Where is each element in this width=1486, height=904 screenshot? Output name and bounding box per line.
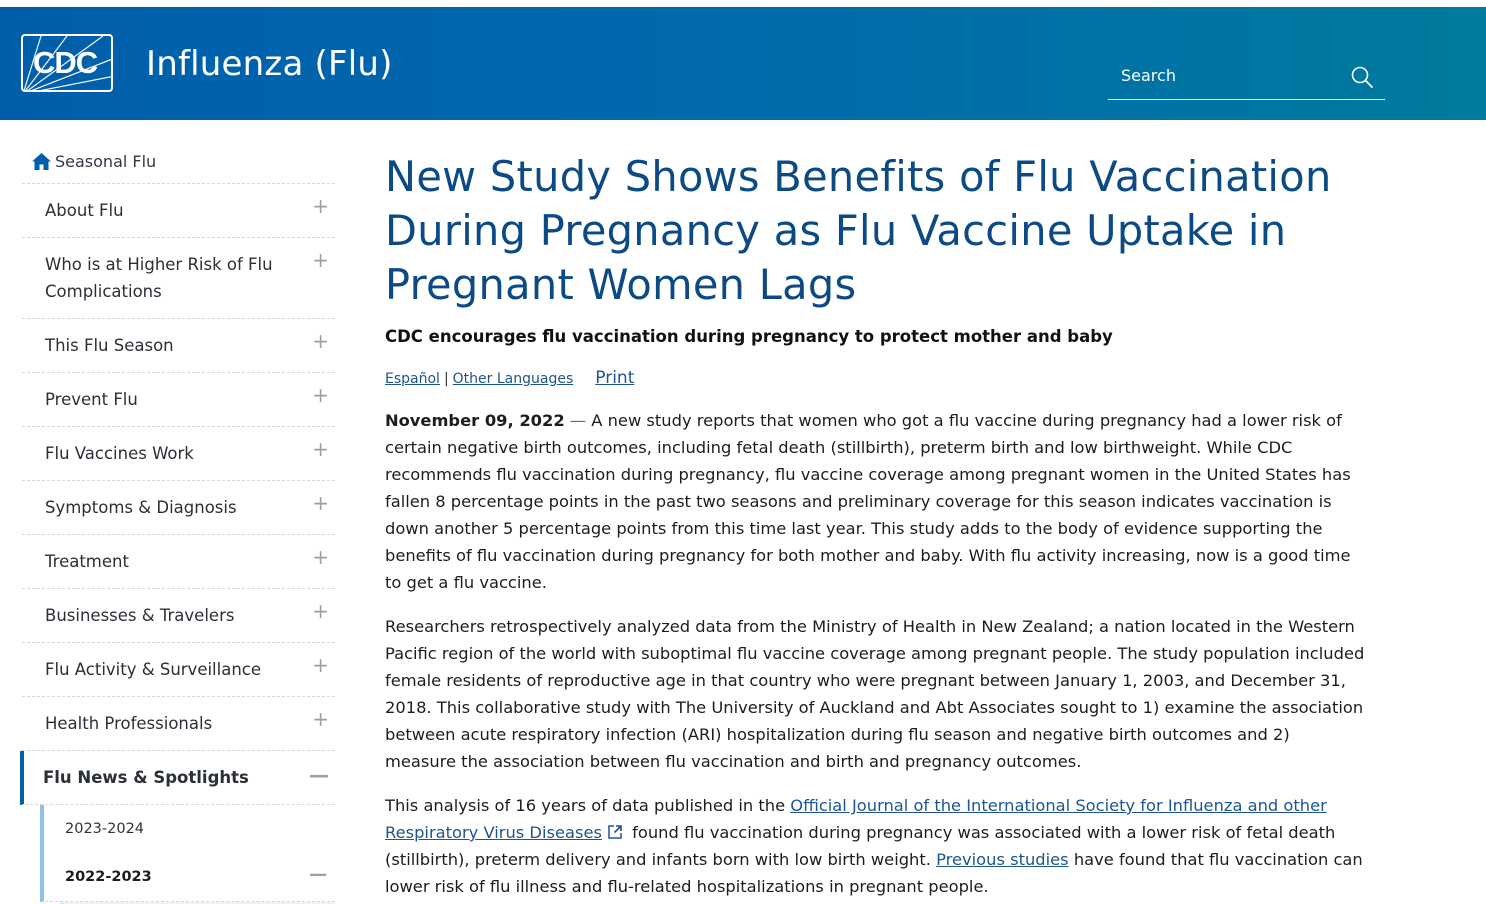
sidebar-item-label: Symptoms & Diagnosis — [45, 498, 237, 517]
plus-icon[interactable]: + — [312, 248, 329, 272]
paragraph-2: Researchers retrospectively analyzed data from the Ministry of Health in New Zealand; a nation located in the Western Pacific region of the world with suboptimal flu vaccine coverage among pregnant people. The study population included female residents of reproductive age in that country who were pregnant between January 1, 2003, and December 31, 2018. This collaborative study with The University of Auckland and Abt Associates sought to 1) examine the association between acute respiratory infection (ARI) hospitalization during flu season and negative birth outcomes and 2) measure the association between flu vaccination and birth and pregnancy outcomes. — [385, 617, 1365, 771]
search-icon[interactable] — [1350, 65, 1374, 89]
paragraph-3-text: have found that flu vaccination can lower risk of flu illness and flu-related hospitalizations in pregnant people. — [385, 850, 1363, 896]
sidebar-item-label: Flu Vaccines Work — [45, 444, 194, 463]
article — [385, 150, 1365, 900]
plus-icon[interactable]: + — [312, 491, 329, 515]
site-header — [0, 7, 1486, 120]
sidebar-item-flu-news[interactable] — [20, 751, 335, 805]
previous-studies-link[interactable]: Previous studies — [936, 850, 1069, 869]
sidebar-subitem-2022-2023[interactable] — [44, 853, 335, 901]
home-icon — [32, 153, 51, 170]
paragraph-3 — [385, 792, 1365, 900]
language-links — [385, 368, 1365, 388]
cdc-logo[interactable] — [21, 34, 113, 92]
sidebar-item-surveillance[interactable] — [22, 643, 335, 697]
sidebar-subitem-label: 2022-2023 — [65, 869, 152, 885]
sidebar-item-label: Who is at Higher Risk of Flu Complications — [45, 255, 273, 301]
link-separator: | — [443, 371, 449, 387]
sidebar-home-label: Seasonal Flu — [55, 152, 157, 171]
sidebar-nav — [22, 140, 335, 904]
search-box — [1108, 51, 1385, 100]
search-input[interactable] — [1108, 51, 1338, 99]
espanol-link[interactable]: Español — [385, 371, 440, 387]
sidebar-item-vaccines-work[interactable] — [22, 427, 335, 481]
sidebar-subitem-2023-2024[interactable] — [44, 805, 335, 853]
journal-link[interactable]: Official Journal of the International Society for Influenza and other Respiratory Virus Diseases — [385, 796, 1327, 842]
minus-icon[interactable]: — — [309, 864, 327, 885]
plus-icon[interactable]: + — [312, 545, 329, 569]
plus-icon[interactable]: + — [312, 599, 329, 623]
sidebar-item-label: Treatment — [45, 552, 129, 571]
sidebar-item-about-flu[interactable] — [22, 184, 335, 238]
sidebar-item-label: About Flu — [45, 201, 124, 220]
article-date: November 09, 2022 — [385, 411, 565, 430]
plus-icon[interactable]: + — [312, 707, 329, 731]
site-title[interactable]: Influenza (Flu) — [146, 44, 393, 84]
sidebar-item-health-professionals[interactable] — [22, 697, 335, 751]
other-languages-link[interactable]: Other Languages — [452, 371, 574, 387]
sidebar-subitem-label: 2023-2024 — [65, 821, 145, 837]
sidebar-item-symptoms[interactable] — [22, 481, 335, 535]
minus-icon[interactable]: — — [309, 763, 329, 787]
plus-icon[interactable]: + — [312, 383, 329, 407]
paragraph-1 — [385, 407, 1365, 596]
sidebar-item-treatment[interactable] — [22, 535, 335, 589]
external-link-icon[interactable] — [607, 824, 623, 840]
paragraph-3-text: This analysis of 16 years of data published in the — [385, 796, 791, 815]
paragraph-3-text: found flu vaccination during pregnancy was associated with a lower risk of fetal death (stillbirth), preterm delivery and infants born with low birth weight. — [385, 823, 1336, 869]
print-link[interactable]: Print — [595, 368, 635, 388]
sidebar-item-businesses[interactable] — [22, 589, 335, 643]
plus-icon[interactable]: + — [312, 437, 329, 461]
plus-icon[interactable]: + — [312, 194, 329, 218]
sidebar-item-label: Prevent Flu — [45, 390, 138, 409]
paragraph-1-text: A new study reports that women who got a flu vaccine during pregnancy had a lower risk of certain negative birth outcomes, including fetal death (stillbirth), preterm birth and low birthweight. While CDC recommends flu vaccination during pregnancy, flu vaccine coverage among pregnant women in the United States has fallen 8 percentage points in the past two seasons and preliminary coverage for this season indicates vaccination is down another 5 percentage points from this time last year. This study adds to the body of evidence supporting the benefits of flu vaccination during pregnancy for both mother and baby. With flu activity increasing, now is a good time to get a flu vaccine. — [385, 411, 1351, 592]
sidebar-item-label: Businesses & Travelers — [45, 606, 235, 625]
sidebar-item-label: Flu Activity & Surveillance — [45, 660, 262, 679]
sidebar-item-label: Health Professionals — [45, 714, 213, 733]
sidebar-item-label: This Flu Season — [45, 336, 174, 355]
sidebar-item-prevent-flu[interactable] — [22, 373, 335, 427]
sidebar-item-higher-risk[interactable] — [22, 238, 335, 319]
sidebar-home-link[interactable] — [22, 140, 335, 184]
plus-icon[interactable]: + — [312, 653, 329, 677]
sidebar-item-label: Flu News & Spotlights — [43, 768, 249, 787]
page-title: New Study Shows Benefits of Flu Vaccination During Pregnancy as Flu Vaccine Uptake in Pregnant Women Lags — [385, 152, 1332, 309]
plus-icon[interactable]: + — [312, 329, 329, 353]
sidebar-item-this-flu-season[interactable] — [22, 319, 335, 373]
article-subtitle: CDC encourages flu vaccination during pregnancy to protect mother and baby — [385, 327, 1113, 346]
sidebar-subnav — [40, 805, 335, 902]
logo-text: CDC — [33, 45, 98, 80]
date-dash: — — [564, 411, 592, 430]
